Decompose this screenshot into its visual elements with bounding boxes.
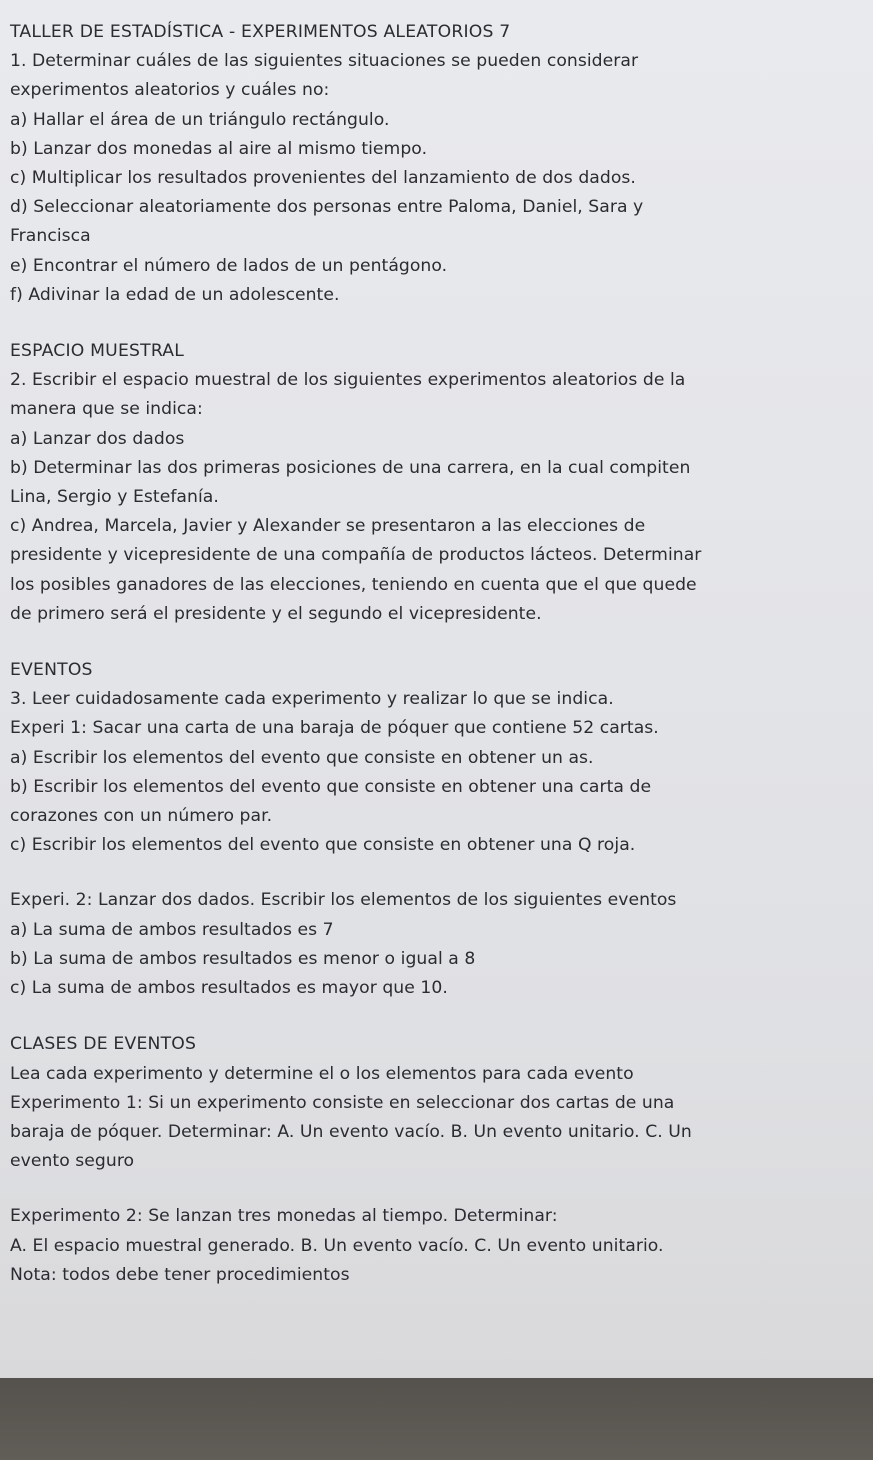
section-heading: CLASES DE EVENTOS [10, 1034, 197, 1055]
section-experimentos-aleatorios [10, 47, 861, 310]
text-line: c) Multiplicar los resultados provenientes del lanzamiento de dos dados. [10, 168, 636, 189]
section-clases-de-eventos [10, 1030, 861, 1290]
text-line: Experimento 2: Se lanzan tres monedas al tiempo. Determinar: [10, 1206, 558, 1227]
text-line: manera que se indica: [10, 399, 203, 420]
text-line: presidente y vicepresidente de una compañía de productos lácteos. Determinar [10, 545, 702, 566]
worksheet-title: TALLER DE ESTADÍSTICA - EXPERIMENTOS ALEATORIOS 7 [10, 22, 511, 42]
text-line: a) Hallar el área de un triángulo rectángulo. [10, 109, 390, 130]
text-line: b) Escribir los elementos del evento que consiste en obtener una carta de [10, 776, 652, 797]
text-line: corazones con un número par. [10, 806, 273, 827]
text-line: Experimento 1: Si un experimento consiste en seleccionar dos cartas de una [10, 1092, 675, 1113]
text-line: Experi. 2: Lanzar dos dados. Escribir los elementos de los siguientes eventos [10, 890, 677, 911]
text-line: baraja de póquer. Determinar: A. Un evento vacío. B. Un evento unitario. C. Un [10, 1121, 692, 1142]
text-line: 3. Leer cuidadosamente cada experimento y realizar lo que se indica. [10, 689, 614, 710]
text-line: A. El espacio muestral generado. B. Un evento vacío. C. Un evento unitario. [10, 1235, 664, 1256]
text-line: experimentos aleatorios y cuáles no: [10, 80, 330, 101]
text-line: c) Escribir los elementos del evento que consiste en obtener una Q roja. [10, 835, 636, 856]
text-line: Experi 1: Sacar una carta de una baraja de póquer que contiene 52 cartas. [10, 718, 659, 739]
section-espacio-muestral [10, 337, 861, 629]
text-line: b) Lanzar dos monedas al aire al mismo tiempo. [10, 138, 428, 159]
text-line: Nota: todos debe tener procedimientos [10, 1264, 350, 1285]
text-line: d) Seleccionar aleatoriamente dos personas entre Paloma, Daniel, Sara y [10, 197, 644, 218]
text-line: b) La suma de ambos resultados es menor o igual a 8 [10, 948, 476, 969]
text-line: Lina, Sergio y Estefanía. [10, 487, 219, 508]
text-line: de primero será el presidente y el segundo el vicepresidente. [10, 603, 542, 624]
text-line: a) Escribir los elementos del evento que consiste en obtener un as. [10, 747, 594, 768]
text-line: c) Andrea, Marcela, Javier y Alexander se presentaron a las elecciones de [10, 516, 646, 537]
text-line: f) Adivinar la edad de un adolescente. [10, 284, 340, 305]
text-line: a) La suma de ambos resultados es 7 [10, 919, 334, 940]
text-line: 2. Escribir el espacio muestral de los siguientes experimentos aleatorios de la [10, 370, 686, 391]
text-line: los posibles ganadores de las elecciones, teniendo en cuenta que el que quede [10, 574, 697, 595]
section-heading: ESPACIO MUESTRAL [10, 341, 185, 362]
section-heading: EVENTOS [10, 660, 93, 681]
text-line: e) Encontrar el número de lados de un pentágono. [10, 255, 448, 276]
text-line: 1. Determinar cuáles de las siguientes situaciones se pueden considerar [10, 51, 639, 72]
section-eventos [10, 656, 861, 1003]
text-line: Francisca [10, 226, 91, 247]
text-line: Lea cada experimento y determine el o los elementos para cada evento [10, 1063, 634, 1084]
text-line: evento seguro [10, 1151, 135, 1172]
text-line: c) La suma de ambos resultados es mayor que 10. [10, 978, 448, 999]
text-line: a) Lanzar dos dados [10, 428, 185, 449]
table-surface [0, 1378, 873, 1460]
text-line: b) Determinar las dos primeras posiciones de una carrera, en la cual compiten [10, 457, 691, 478]
